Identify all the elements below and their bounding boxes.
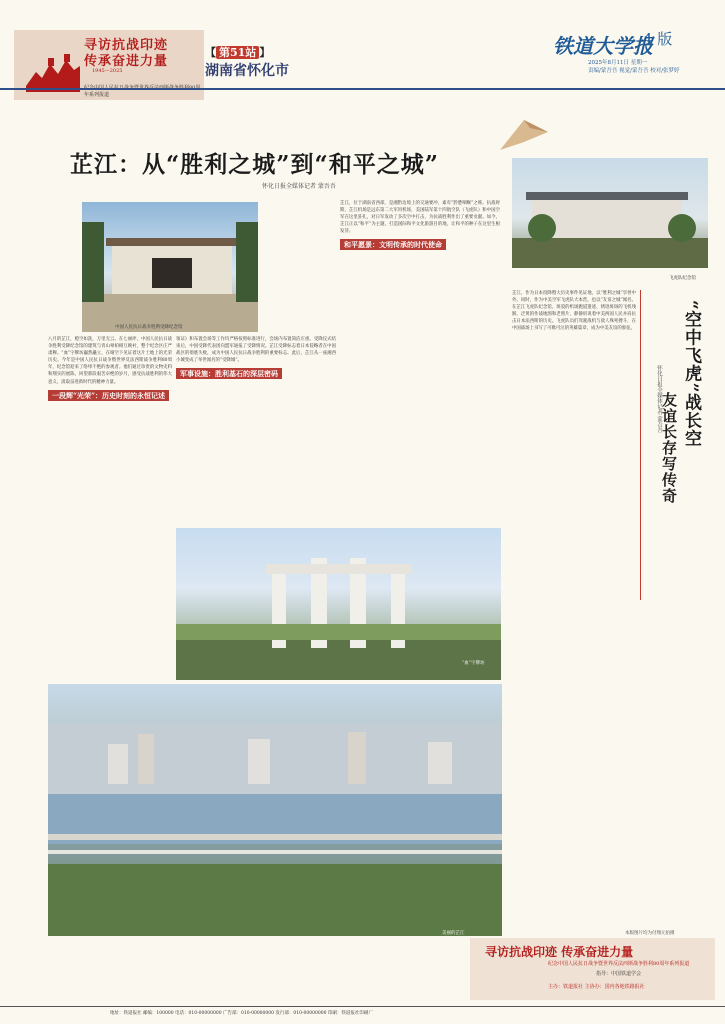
column-4-body: 芷江，作为日本投降暨大历史事件见证地，以“胜利之城”享誉中外。同时，作为中美空军飞虎队大本营，也以“友谊之城”闻名。在芷江飞虎队纪念馆，斑驳的机场跑道遗迹、锈迹斑斑的飞机残骸、泛黄的作战地图和老照片，静静诉说着中美两国人民并肩抗击日本法西斯的历史。飞虎队员们驾驶战机与敌人殊死搏斗，在中国战场上书写了可歌可泣的英雄篇章，成为中美友谊的象征。	[512, 291, 636, 332]
bottom-banner-title: 寻访抗战印迹 传承奋进力量	[485, 945, 634, 959]
subhead-1: 一段辉“光荣”：历史时刻的永恒记述	[48, 390, 169, 401]
photo-caption-mid: “血”字牌坊	[462, 661, 485, 666]
header-divider	[0, 88, 725, 90]
banner-title-line2: 传承奋进力量	[84, 54, 169, 69]
photo-caption-right: 飞虎队纪念馆	[669, 276, 696, 281]
page-title: 芷江：从“胜利之城”到“和平之城”	[70, 151, 439, 178]
article-column-2	[176, 336, 336, 526]
banner-years: 1945—2025	[92, 68, 123, 74]
column-1-body: 八月的芷江，橙空如洗，万里无云。在七丽坪，中国人民抗日战争胜利受降纪念馆的建筑与青山翠柏相互映衬，整个纪念区庄严肃穆。“血”字牌坊巍然矗立，在晴空下见证着这片土地上的光荣历史。今年是中国人民抗日战争暨世界反法西斯战争胜利80周年，纪念馆迎来了络绎不绝的参观者。他们通过珍贵的文物史料和翔实的展陈，回望那段艰苦卓绝的岁月，感受抗战胜利的伟大意义，汲取奋进新时代的精神力量。	[48, 337, 172, 385]
sidebar-byline: 怀化日报全媒体记者 蒙吾吾	[656, 365, 662, 433]
issue-number: 第51站	[216, 46, 259, 59]
bottom-banner-subtitle: 纪念中国人民抗日战争暨世界反法西斯战争胜利80周年系列报道	[548, 961, 690, 967]
footer-info: 地址：铁道报社 邮编：100000 电话：010-00000000 广告部：010-00000000 发行部：010-00000000 印刷：铁道报社印刷厂	[110, 1011, 373, 1016]
edition-number: 4 版	[643, 30, 673, 48]
article-column-3	[340, 200, 500, 526]
banner-title-line1: 寻访抗战印迹	[84, 38, 169, 53]
article-byline: 怀化日报全媒体记者 蒙吾吾	[262, 183, 336, 190]
footer-divider	[0, 1006, 725, 1007]
subhead-3: 和平愿景：文明传承的时代使命	[340, 239, 446, 250]
paper-fold-decoration	[500, 120, 548, 150]
flying-tigers-museum-photo	[512, 158, 708, 268]
banner-subtitle: 年系列报道	[84, 92, 110, 98]
issue-label: 【 第51站 】	[205, 46, 271, 59]
paper-logo: 铁道大学报	[553, 34, 653, 58]
column-2-body: 领证》和布置会场等工作均严格按照标准进行，会场内布置简洁庄重。受降仪式结束后，中国受降代表团向盟军通报了受降情况。芷江受降标志着日本侵略者在中国战区的彻底失败，成为中国人民抗日战争胜利的重要标志。此后，芷江从一座湘西小城变成了举世闻名的“受降城”。	[176, 337, 336, 364]
bottom-banner-host: 主办：铁道报社 主协办：国内各地铁路报社	[548, 984, 645, 990]
blood-archway-photo	[176, 528, 501, 680]
region-title: 湖南省怀化市	[205, 63, 289, 79]
sidebar-title: “空中飞虎”战长空	[681, 300, 701, 448]
photo-caption-bottom: 美丽的芷江	[442, 931, 465, 936]
sidebar-divider	[640, 290, 641, 600]
memorial-hall-photo	[82, 202, 258, 332]
sidebar-title-2: 友谊长存写传奇	[660, 392, 678, 504]
issue-date: 2025年8月11日 星期一	[588, 60, 648, 66]
column-3-body: 芷江，位于湖南省西部，是湘黔边境上的交通要冲，素有“黔楚咽喉”之称。抗战时期，芷江机场是远东第二大军用机场，美国陆军第十四航空队（飞虎队）和中国空军在这里驻扎，对日军发动了多次空中打击，为抗战胜利作出了重要贡献。如今，芷江正以“和平”为主题，打造国际和平文化旅游目的地，让和平的种子在这里生根发芽。	[340, 201, 500, 235]
editors-credit: 责编/蒙吾吾 视觉/蒙吾吾 校对/张梦婷	[588, 68, 680, 74]
article-column-4	[512, 290, 636, 930]
subhead-2: 军事设施：胜利基石的深层密码	[176, 368, 282, 379]
bottom-banner-guide: 指导：中国铁道学会	[596, 971, 642, 977]
cityscape-photo	[48, 684, 502, 936]
great-wall-icon	[24, 52, 82, 92]
photo-source-note: 本版图片均为付翔元拍摄	[625, 931, 675, 936]
article-column-1	[48, 336, 172, 684]
photo-caption-main: 中国人民抗日战争胜利受降纪念馆	[115, 325, 183, 330]
